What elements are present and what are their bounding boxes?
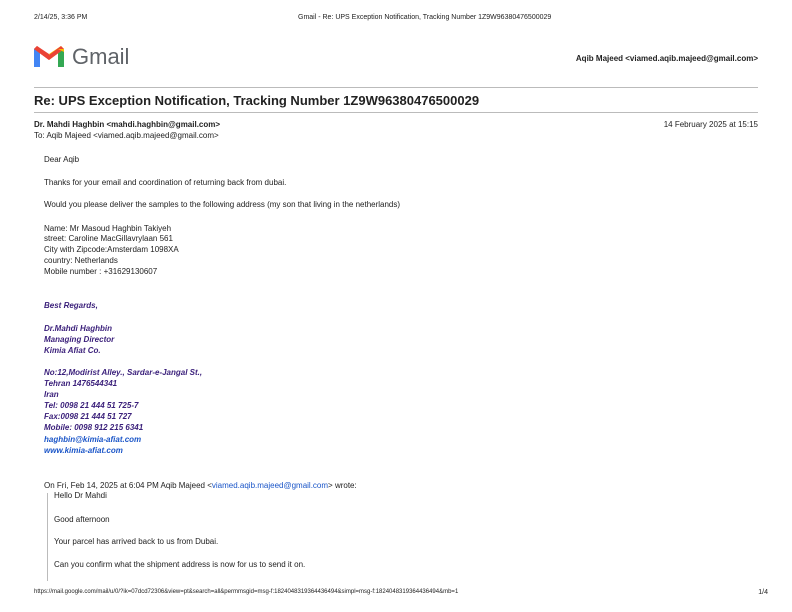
quoted-line: Your parcel has arrived back to us from Dubai. bbox=[54, 537, 219, 546]
signature-name: Dr.Mahdi Haghbin bbox=[44, 324, 112, 333]
signature-fax: Fax:0098 21 444 51 727 bbox=[44, 412, 132, 421]
signature-role: Managing Director bbox=[44, 335, 115, 344]
signature-address-line: No:12,Modirist Alley., Sardar-e-Jangal St., bbox=[44, 368, 203, 377]
quote-bar bbox=[47, 493, 48, 581]
address-line: street: Caroline MacGillavrylaan 561 bbox=[44, 234, 173, 243]
signature-country: Iran bbox=[44, 390, 59, 399]
quote-intro bbox=[44, 481, 357, 490]
quoted-line: Hello Dr Mahdi bbox=[54, 491, 107, 500]
header-divider bbox=[34, 87, 758, 88]
quoted-line: Good afternoon bbox=[54, 515, 110, 524]
body-paragraph-2: Would you please deliver the samples to the following address (my son that living in the netherlands) bbox=[44, 200, 401, 209]
gmail-logo-icon bbox=[32, 43, 66, 69]
signature-email-link[interactable]: haghbin@kimia-afiat.com bbox=[44, 435, 142, 444]
greeting: Dear Aqib bbox=[44, 155, 80, 164]
email-subject: Re: UPS Exception Notification, Tracking Number 1Z9W96380476500029 bbox=[34, 93, 480, 108]
signature-regards: Best Regards, bbox=[44, 301, 98, 310]
address-line: City with Zipcode:Amsterdam 1098XA bbox=[44, 245, 179, 254]
gmail-wordmark: Gmail bbox=[72, 44, 130, 69]
account-identity: Aqib Majeed <viamed.aqib.majeed@gmail.com> bbox=[575, 54, 758, 63]
quoted-line: Can you confirm what the shipment address is now for us to send it on. bbox=[54, 560, 306, 569]
signature-address-line: Tehran 1476544341 bbox=[44, 379, 118, 388]
signature-tel: Tel: 0098 21 444 51 725-7 bbox=[44, 401, 139, 410]
recipient: To: Aqib Majeed <viamed.aqib.majeed@gmail.com> bbox=[34, 131, 219, 140]
signature-company: Kimia Afiat Co. bbox=[44, 346, 101, 355]
signature-website-link[interactable]: www.kimia-afiat.com bbox=[44, 446, 123, 455]
address-line: Mobile number : +31629130607 bbox=[44, 267, 158, 276]
body-paragraph-1: Thanks for your email and coordination of returning back from dubai. bbox=[44, 178, 287, 187]
signature-mobile: Mobile: 0098 912 215 6341 bbox=[44, 423, 144, 432]
print-page-number: 1/4 bbox=[758, 589, 768, 596]
quote-intro-prefix: On Fri, Feb 14, 2025 at 6:04 PM Aqib Majeed < bbox=[44, 481, 212, 490]
print-url: https://mail.google.com/mail/u/0/?ik=07dcd72306&view=pt&search=all&permmsgid=msg-f:1824048319364436494&simpl=msg-f:1824048319364436494&mb=1 bbox=[34, 589, 459, 595]
address-line: Name: Mr Masoud Haghbin Takiyeh bbox=[44, 224, 172, 233]
print-datetime: 2/14/25, 3:36 PM bbox=[34, 14, 88, 21]
print-title: Gmail - Re: UPS Exception Notification, Tracking Number 1Z9W96380476500029 bbox=[298, 14, 552, 21]
quote-intro-suffix: > wrote: bbox=[328, 481, 357, 490]
address-line: country: Netherlands bbox=[44, 256, 118, 265]
sender: Dr. Mahdi Haghbin <mahdi.haghbin@gmail.com> bbox=[34, 120, 221, 129]
message-date: 14 February 2025 at 15:15 bbox=[663, 120, 758, 129]
subject-divider bbox=[34, 112, 758, 113]
quote-email-link[interactable]: viamed.aqib.majeed@gmail.com bbox=[211, 481, 329, 490]
